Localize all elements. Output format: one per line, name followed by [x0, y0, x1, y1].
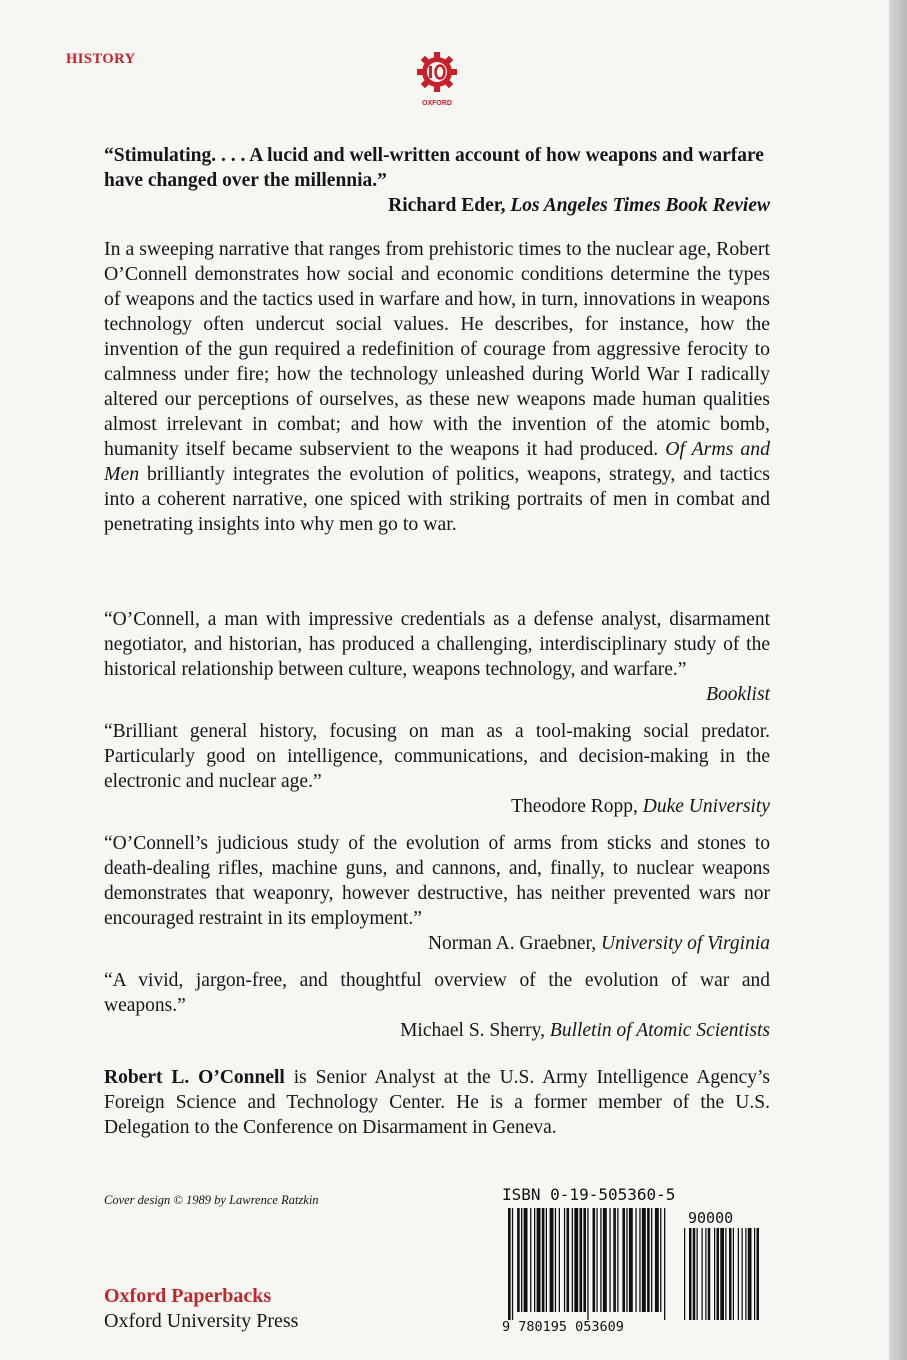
blurb-text: “A vivid, jargon-free, and thoughtful overview of the evolution of war and weapons.”	[104, 970, 770, 1016]
featured-quote-attribution	[104, 193, 770, 218]
blurb	[104, 607, 770, 707]
blurb-source: University of Virginia	[601, 933, 770, 954]
oxford-logo-icon	[413, 50, 461, 108]
page-edge-shadow	[889, 0, 907, 1360]
blurb-attribution	[104, 682, 770, 707]
book-title: Of Arms and Men	[104, 438, 770, 485]
blurb-source: Duke University	[642, 796, 770, 817]
description-text-end: brilliantly integrates the evolution of politics, weapons, strategy, and tactics into a coherent narrative, one spiced with striking portraits of men in combat and penetrating insights into why men go to war.	[104, 463, 770, 535]
blurb-author: Theodore Ropp,	[511, 796, 643, 817]
featured-quote-source: Los Angeles Times Book Review	[510, 195, 770, 216]
blurb-text: “O’Connell’s judicious study of the evolution of arms from sticks and stones to death-dealing rifles, machine guns, and cannons, and, finally, to nuclear weapons demonstrates that weaponry, however destructive, has neither prevented wars nor encouraged restraint in its employment.”	[104, 833, 770, 929]
author-bio	[104, 1065, 770, 1140]
addon-number: 90000	[688, 1209, 734, 1227]
featured-quote-author: Richard Eder,	[388, 195, 511, 216]
blurb	[104, 719, 770, 819]
isbn-text: ISBN 0-19-505360-5	[502, 1186, 676, 1204]
publisher-name: Oxford University Press	[104, 1310, 299, 1332]
blurb-source: Booklist	[706, 684, 770, 705]
imprint	[104, 1284, 298, 1334]
blurb	[104, 831, 770, 956]
blurb-source: Bulletin of Atomic Scientists	[549, 1020, 770, 1041]
series-name: Oxford Paperbacks	[104, 1285, 272, 1307]
author-bio-text: is Senior Analyst at the U.S. Army Intelligence Agency’s Foreign Science and Technology Center. He is a former member of the U.S. Delegation to the Conference on Disarmament in Geneva.	[104, 1067, 770, 1138]
logo-text: OXFORD	[422, 100, 452, 107]
blurb-attribution	[104, 1018, 770, 1043]
blurb-author: Norman A. Graebner,	[427, 933, 602, 954]
isbn-barcode	[502, 1186, 764, 1336]
book-description	[104, 237, 770, 537]
blurb-text: “O’Connell, a man with impressive credentials as a defense analyst, disarmament negotiator, and historian, has produced a challenging, interdisciplinary study of the historical relationship between culture, weapons technology, and warfare.”	[104, 609, 770, 680]
addon-bars	[684, 1228, 759, 1320]
review-blurbs	[104, 607, 770, 1140]
barcode-number: 9 780195 053609	[502, 1319, 624, 1335]
featured-quote-text: “Stimulating. . . . A lucid and well-written account of how weapons and warfare have changed over the millennia.”	[104, 145, 764, 191]
description-text-start: In a sweeping narrative that ranges from prehistoric times to the nuclear age, Robert O’Connell demonstrates how social and economic conditions determine the types of weapons and the tactics used in warfare and how, in turn, innovations in weapons technology often undercut social values. He describes, for instance, how the invention of the gun required a redefinition of courage from aggressive ferocity to calmness under fire; how the technology unleashed during World War I radically altered our perceptions of ourselves, as these new weapons made human qualities almost irrelevant in combat; and how with the invention of the atomic bomb, humanity itself became subservient to the weapons it had produced.	[104, 238, 770, 460]
cover-credit: Cover design © 1989 by Lawrence Ratzkin	[104, 1193, 319, 1207]
blurb	[104, 968, 770, 1043]
featured-quote	[104, 143, 770, 218]
barcode-bars	[508, 1208, 665, 1320]
blurb-author: Michael S. Sherry,	[400, 1020, 550, 1041]
blurb-attribution	[104, 794, 770, 819]
category-label: HISTORY	[66, 51, 136, 67]
blurb-attribution	[104, 931, 770, 956]
blurb-text: “Brilliant general history, focusing on man as a tool-making social predator. Particularly good on intelligence, communications, and decision-making in the electronic and nuclear age.”	[104, 721, 770, 792]
author-name: Robert L. O’Connell	[104, 1067, 285, 1088]
